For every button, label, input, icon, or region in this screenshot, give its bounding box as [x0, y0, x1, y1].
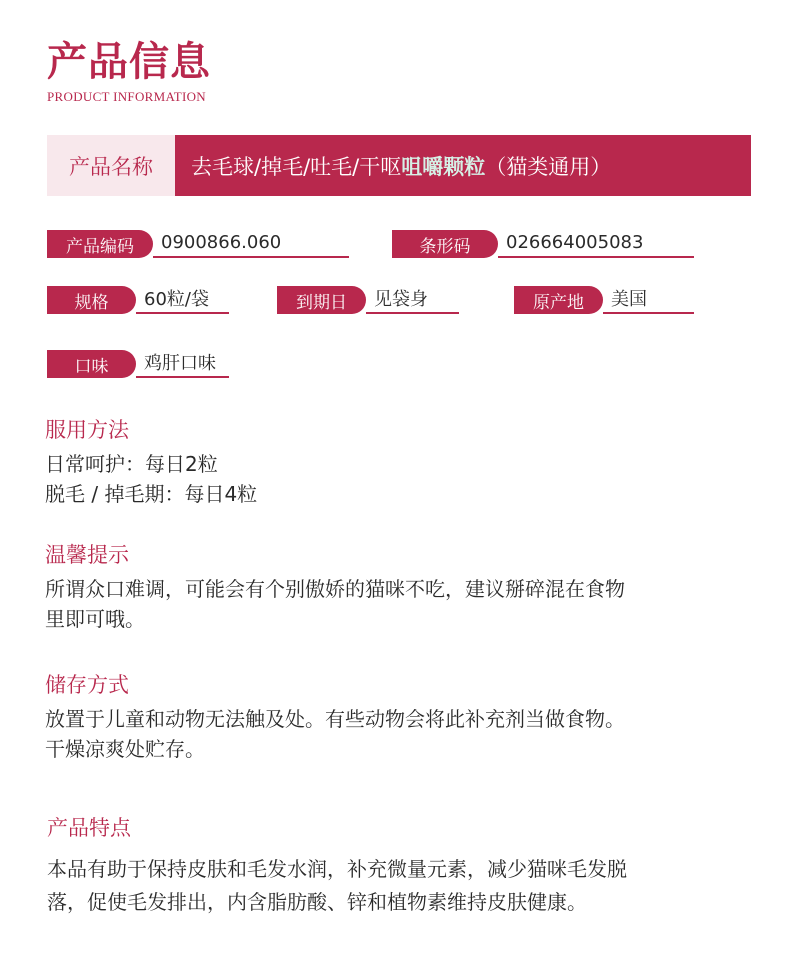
- tips-body: 所谓众口难调，可能会有个别傲娇的猫咪不吃，建议掰碎混在食物 里即可哦。: [45, 577, 625, 631]
- origin-value: 美国: [603, 284, 694, 314]
- product-name-label: 产品名称: [47, 135, 175, 196]
- origin-label: 原产地: [514, 286, 603, 314]
- page-subtitle: PRODUCT INFORMATION: [47, 89, 206, 104]
- barcode-label: 条形码: [392, 230, 498, 258]
- product-name-highlight: 咀嚼颗粒: [401, 154, 486, 179]
- page-title: 产品信息: [47, 39, 211, 85]
- barcode-value: 026664005083: [498, 228, 694, 258]
- usage-title: 服用方法: [45, 418, 129, 442]
- product-code-label: 产品编码: [47, 230, 153, 258]
- field-origin: [514, 284, 694, 314]
- product-name-suffix: （猫类通用）: [485, 154, 612, 179]
- spec-value: 60粒/袋: [136, 284, 229, 314]
- features-title: 产品特点: [47, 816, 131, 840]
- product-name-row: [47, 135, 751, 196]
- storage-body: 放置于儿童和动物无法触及处。有些动物会将此补充剂当做食物。 干燥凉爽处贮存。: [45, 707, 625, 761]
- field-expiry: [277, 284, 459, 314]
- expiry-value: 见袋身: [366, 284, 459, 314]
- field-spec: [47, 284, 229, 314]
- field-flavor: [47, 348, 229, 378]
- product-name-value: [175, 135, 751, 196]
- flavor-label: 口味: [47, 350, 136, 378]
- field-product-code: [47, 228, 349, 258]
- flavor-value: 鸡肝口味: [136, 348, 229, 378]
- tips-title: 温馨提示: [45, 543, 129, 567]
- storage-title: 储存方式: [45, 673, 129, 697]
- product-code-value: 0900866.060: [153, 228, 349, 258]
- spec-label: 规格: [47, 286, 136, 314]
- features-body: 本品有助于保持皮肤和毛发水润，补充微量元素，减少猫咪毛发脱 落，促使毛发排出，内含脂肪酸、锌和植物素维持皮肤健康。: [47, 857, 627, 914]
- usage-body: 日常呵护：每日2粒 脱毛 / 掉毛期：每日4粒: [45, 452, 258, 506]
- field-barcode: [392, 228, 694, 258]
- expiry-label: 到期日: [277, 286, 366, 314]
- product-name-prefix: 去毛球/掉毛/吐毛/干呕: [191, 154, 402, 179]
